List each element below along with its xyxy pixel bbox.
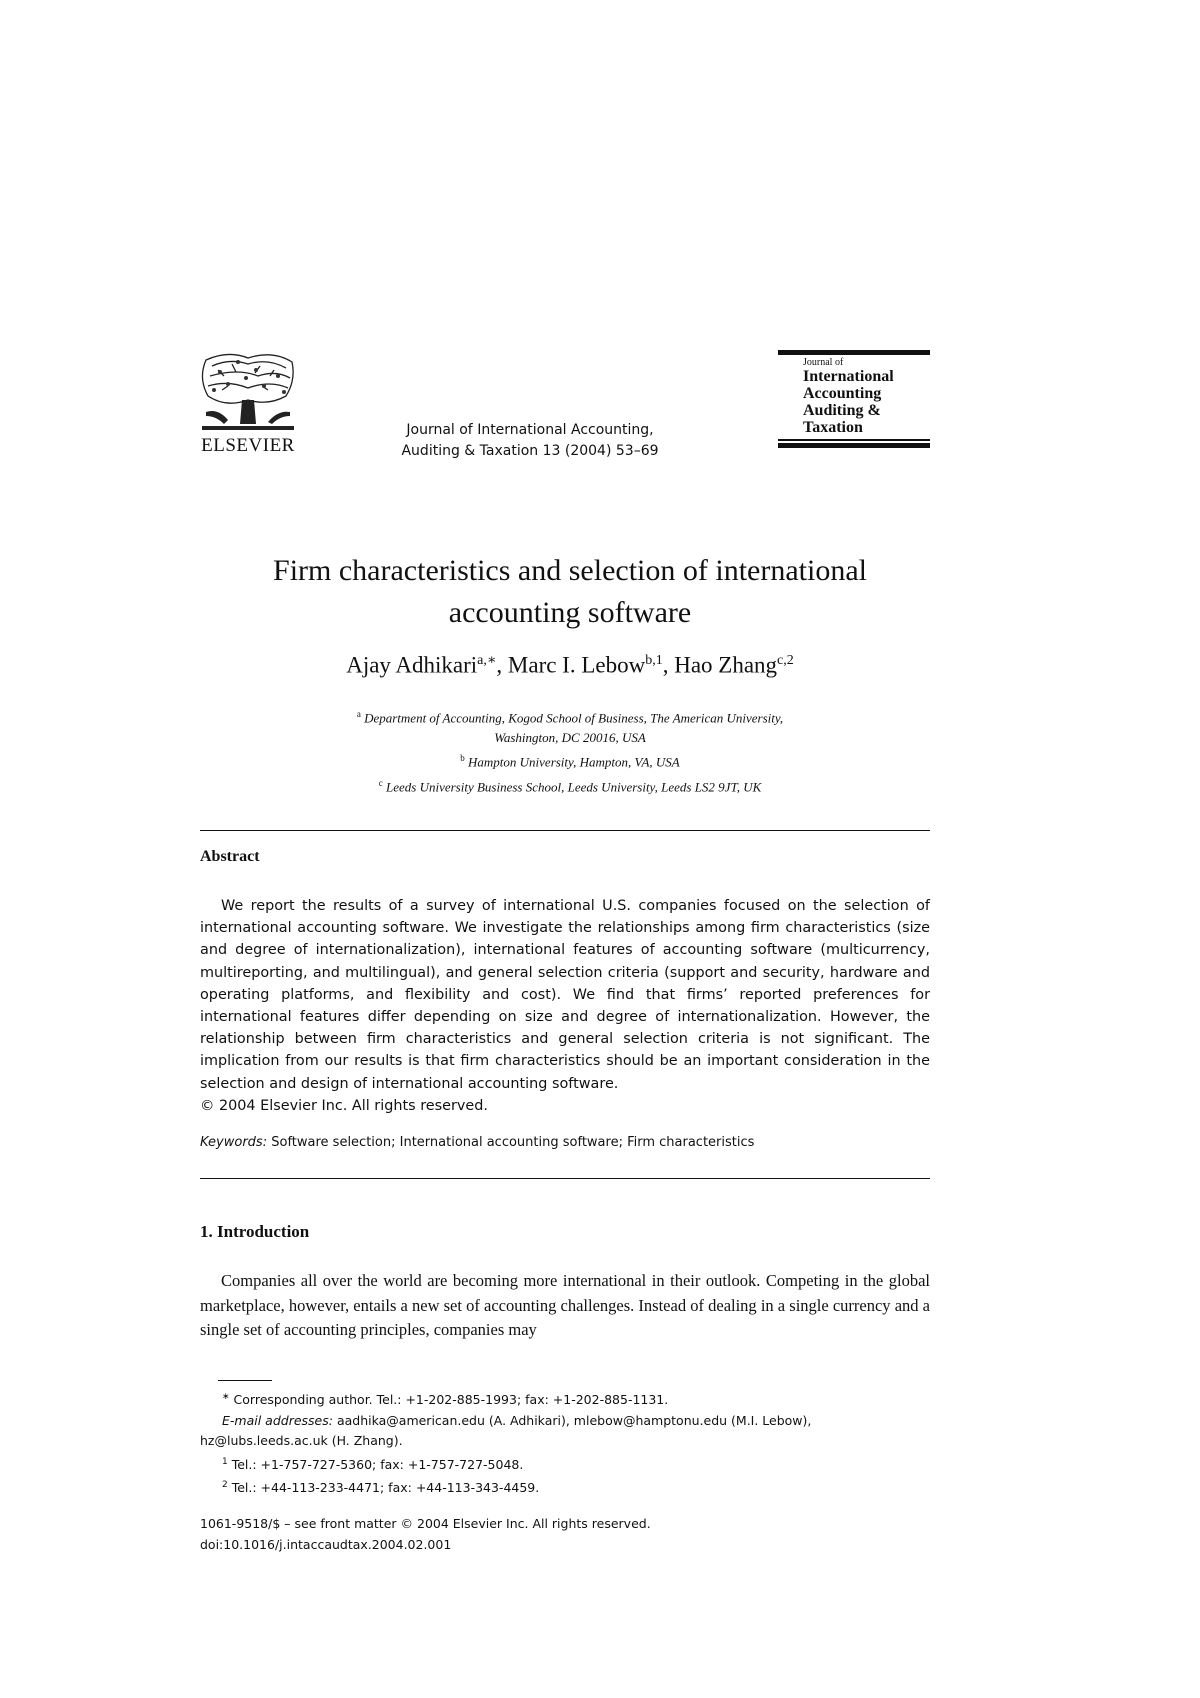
footnotes — [200, 1387, 930, 1499]
author-marks: a,∗ — [477, 653, 497, 668]
abstract-bottom-rule — [200, 1178, 930, 1179]
affiliation-mark: a — [356, 709, 361, 719]
front-matter-line: 1061-9518/$ – see front matter © 2004 Elsevier Inc. All rights reserved. — [200, 1516, 651, 1531]
badge-bottom-bar — [778, 439, 930, 441]
paper-title-line: Firm characteristics and selection of international — [273, 554, 867, 587]
publisher-logo — [198, 350, 298, 460]
footnote-2 — [200, 1475, 930, 1499]
affiliation — [180, 748, 960, 772]
front-matter — [200, 1513, 930, 1555]
badge-title-line: Accounting — [803, 385, 882, 402]
doi-line: doi:10.1016/j.intaccaudtax.2004.02.001 — [200, 1537, 452, 1552]
affiliations — [180, 704, 960, 797]
badge-title-line: Taxation — [803, 419, 863, 436]
author-marks: b,1 — [645, 653, 663, 668]
footnote-1 — [200, 1452, 930, 1476]
badge-top-bar — [778, 350, 930, 355]
badge-bottom-bar-thick — [778, 443, 930, 448]
abstract-top-rule — [200, 830, 930, 831]
footnote-mark: 2 — [222, 1480, 228, 1491]
footnote-rule — [218, 1380, 272, 1381]
elsevier-tree-icon — [198, 350, 298, 432]
affiliation-mark: b — [460, 753, 465, 764]
footnote-mark: 1 — [222, 1456, 228, 1467]
abstract-text: We report the results of a survey of international U.S. companies focused on the selection of international accounting software. We investigate the relationships among firm characteristics (size and degree of internationalization), international features of accounting software (multicurrency, multireporting, and multilingual), and general selection criteria (support and security, hardware and operating platforms, and flexibility and cost). We find that firms’ reported preferences for international features differ depending on size and degree of internationalization. However, the relationship between firm characteristics and general selection criteria is not significant. The implication from our results is that firm characteristics should be an important consideration in the selection and design of international accounting software. — [200, 898, 930, 1092]
affiliation — [180, 704, 960, 728]
intro-paragraph: Companies all over the world are becoming more international in their outlook. Competing in the global marketplace, however, entails a new set of accounting challenges. Instead of dealing in a single currency and a single set of accounting principles, companies may — [200, 1271, 930, 1339]
badge-title-line: Auditing & — [803, 402, 881, 419]
intro-text — [200, 1269, 930, 1343]
keywords-text: Software selection; International accounting software; Firm characteristics — [271, 1135, 755, 1150]
journal-badge — [778, 350, 930, 454]
journal-citation — [380, 420, 680, 462]
paper-title — [180, 550, 960, 634]
abstract-body — [200, 895, 930, 1117]
section-heading: 1. Introduction — [200, 1222, 310, 1241]
footnote-mark: ∗ — [222, 1392, 230, 1402]
footnote-text: Tel.: +44-113-233-4471; fax: +44-113-343-4459. — [231, 1480, 540, 1496]
author-name: Ajay Adhikari — [346, 652, 478, 678]
author-marks: c,2 — [777, 653, 794, 668]
affiliation-mark: c — [378, 777, 383, 788]
affiliation-text: Hampton University, Hampton, VA, USA — [468, 754, 680, 770]
footnote-text: Corresponding author. Tel.: +1-202-885-1993; fax: +1-202-885-1131. — [233, 1392, 669, 1408]
paper-title-line: accounting software — [448, 596, 692, 629]
author-line — [180, 652, 960, 679]
keywords-label: Keywords: — [200, 1135, 268, 1150]
affiliation-text: Leeds University Business School, Leeds University, Leeds LS2 9JT, UK — [385, 778, 762, 794]
author-name: Hao Zhang — [674, 652, 778, 678]
abstract-heading: Abstract — [200, 848, 260, 865]
abstract-copyright: © 2004 Elsevier Inc. All rights reserved. — [200, 1097, 488, 1114]
affiliation — [180, 773, 960, 797]
keywords — [200, 1135, 930, 1150]
journal-citation-line: Journal of International Accounting, — [406, 422, 654, 438]
footnote-emails — [200, 1411, 930, 1452]
footnote-corresponding — [200, 1387, 930, 1411]
publisher-name: ELSEVIER — [201, 435, 295, 456]
author-name: Marc I. Lebow — [507, 652, 646, 678]
affiliation-text: Department of Accounting, Kogod School of Business, The American University, — [364, 710, 784, 726]
badge-title-line: International — [803, 368, 894, 385]
author-separator: , — [662, 652, 675, 678]
affiliation-continued: Washington, DC 20016, USA — [494, 730, 646, 746]
email-text: aadhika@american.edu (A. Adhikari), mlebow@hamptonu.edu (M.I. Lebow), hz@lubs.leeds.ac.uk (H. Zhang). — [200, 1412, 812, 1449]
email-label: E-mail addresses: — [222, 1412, 333, 1428]
badge-small-text: Journal of — [803, 357, 844, 368]
author-separator: , — [496, 652, 508, 678]
footnote-text: Tel.: +1-757-727-5360; fax: +1-757-727-5048. — [231, 1456, 524, 1472]
journal-citation-line: Auditing & Taxation 13 (2004) 53–69 — [401, 443, 659, 459]
